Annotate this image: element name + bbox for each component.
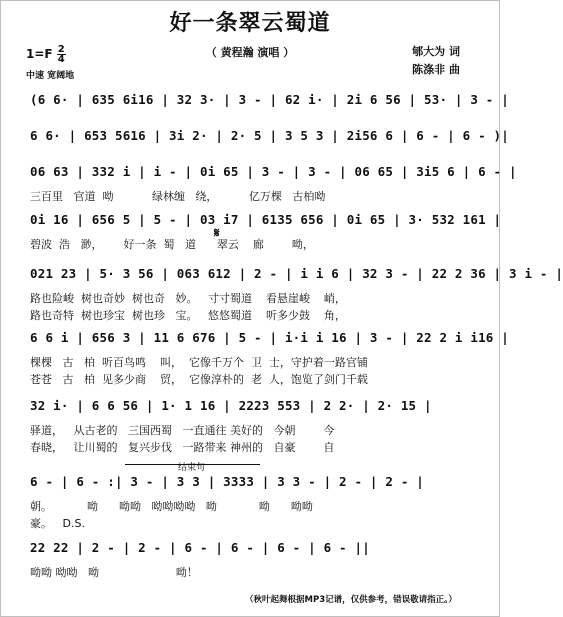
lyric-line: 春晓， 让川蜀的 复兴步伐 一路带来 神州的 自豪 自 xyxy=(30,441,335,454)
segno-sign: 𝄋 xyxy=(214,226,220,241)
lyric-line: 碧波 浩 渺， 好一条 蜀 道 翠云 廊 呦， xyxy=(30,238,314,251)
lyric-line: 苍苍 古 柏 见多少商 贸， 它像淳朴的 老 人，饱览了剑门千载 xyxy=(30,373,368,386)
song-title: 好一条翠云蜀道 xyxy=(169,10,331,36)
time-signature xyxy=(57,45,66,64)
notation-line: 06 63 | 332 i | i - | 0i 65 | 3 - | 3 - | 06 65 | 3i5 6 | 6 - | xyxy=(30,164,517,179)
lyric-line: 棵棵 古 柏 听百鸟鸣 叫， 它像千万个 卫 士，守护着一路官铺 xyxy=(30,356,368,369)
lyric-line: 路也奇特 树也珍宝 树也珍 宝。 悠悠蜀道 听多少鼓 角， xyxy=(30,309,346,322)
notation-line: 6 - | 6 - :| 3 - | 3 3 | 3333 | 3 3 - | 2 - | 2 - | xyxy=(30,474,425,489)
time-top: 2 xyxy=(57,44,65,55)
lyric-line: 驿道， 从古老的 三国西蜀 一直通往 美好的 今朝 今 xyxy=(30,424,335,437)
tempo-marking: 中速 宽阔地 xyxy=(26,71,75,81)
lyric-line: 路也险峻 树也奇妙 树也奇 妙。 寸寸蜀道 看悬崖峻 峭， xyxy=(30,292,346,305)
notation-line: 6 6· | 653 5616 | 3i 2· | 2· 5 | 3 5 3 | 2i56 6 | 6 - | 6 - )| xyxy=(30,128,509,143)
key-label: 1=F xyxy=(26,47,53,61)
key-signature xyxy=(26,45,66,64)
notation-line: 22 22 | 2 - | 2 - | 6 - | 6 - | 6 - | 6 - || xyxy=(30,540,370,555)
lyricist-credit: 郇大为 词 xyxy=(412,45,460,58)
notation-line: 021 23 | 5· 3 56 | 063 612 | 2 - | i i 6 | 32 3 - | 22 2 36 | 3 i - | xyxy=(30,266,563,281)
transcription-footnote: （秋叶起舞根据MP3记谱，仅供参考，错误敬请指正。） xyxy=(245,595,457,605)
lyric-line: 豪。 D.S. xyxy=(30,517,85,530)
ending-label: 结束句 xyxy=(178,463,206,473)
composer-credit: 陈涤非 曲 xyxy=(412,63,460,76)
lyric-line: 三百里 官道 呦 绿林缠 绕， 亿万棵 古柏呦 xyxy=(30,190,326,203)
lyric-line: 朝。 呦 呦呦 呦呦呦呦 呦 呦 呦呦 xyxy=(30,500,313,513)
time-bottom: 4 xyxy=(57,54,65,65)
lyric-line: 呦呦 呦呦 呦 呦！ xyxy=(30,566,198,579)
performer-credit: （ 黄程瀚 演唱 ） xyxy=(205,46,295,59)
notation-line: 0i 16 | 656 5 | 5 - | 03 i7 | 6135 656 | 0i 65 | 3· 532 161 | xyxy=(30,212,502,227)
notation-line: 32 i· | 6 6 56 | 1· 1 16 | 2223 553 | 2 2· | 2· 15 | xyxy=(30,398,432,413)
notation-line: 6 6 i | 656 3 | 11 6 676 | 5 - | i·i i 16 | 3 - | 22 2 i i16 | xyxy=(30,330,509,345)
notation-line: (6 6· | 635 6i16 | 32 3· | 3 - | 62 i· | 2i 6 56 | 53· | 3 - | xyxy=(30,92,509,107)
